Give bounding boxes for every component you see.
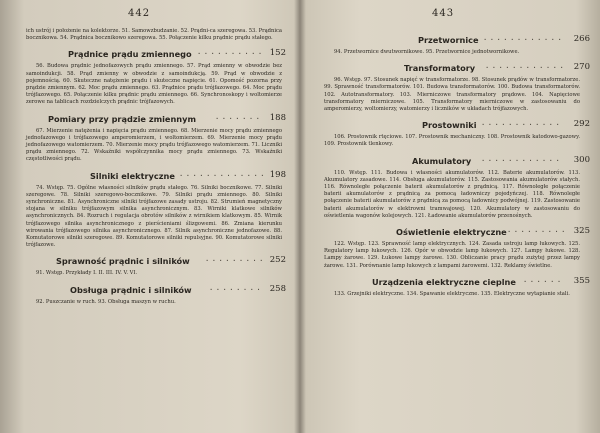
leader-dots: . . . . . . . . .: [508, 227, 566, 235]
section-text: 110. Wstęp. 111. Budowa i własności akumulatorów. 112. Baterie akumulatorów. 113. Akumulatory zasadowe. 114. Obsługa akumulatorów. 115. Zastosowania akumulatorów stałych. 116. Równoległe połączenie baterii akumulatorów z prądnicą. 117. Równoległe połączenie baterii akumulatorów z prądnicą za pomocą ładowniczy pojedyńczej. 118. Równoległe połączenie baterii akumulatorów z prądnicą za pomocą ładownicy podwójnej. 119. Zastosowanie baterii akumulatorów w elektrowni tramwajowej. 120. Akumulatory w zastosowaniu do oświetlenia wagonów kolejowych. 121. Ładowanie akumulatorów przenośnych.: [324, 169, 580, 219]
section-title: Prądnice prądu zmiennego: [68, 49, 192, 60]
section-text: 91. Wstęp. Przykłady I. II. III. IV. V. VI.: [36, 270, 138, 277]
leader-dots: . . . . . .: [524, 276, 562, 284]
section-text: 133. Grzejniki elektryczne. 134. Spawanie elektryczne. 135. Elektryczne wytapianie stali.: [334, 290, 570, 297]
section-page: 300: [573, 154, 590, 165]
section-page: 266: [573, 34, 590, 44]
section-heading-sprawnosc: [20, 255, 286, 267]
section-page: 188: [269, 112, 286, 123]
section-title: Obsługa prądnic i silników: [70, 284, 192, 295]
leader-dots: . . . . . . . . .: [206, 256, 264, 264]
section-title: Prostowniki: [422, 120, 477, 131]
section-heading-silniki: [20, 169, 286, 182]
section-title: Pomiary przy prądzie zmiennym: [48, 113, 197, 124]
section-title: Urządzenia elektryczne cieplne: [372, 276, 516, 287]
section-heading-prostowniki: [312, 119, 590, 131]
section-title: Transformatory: [404, 63, 476, 74]
page-number: 443: [432, 8, 455, 19]
section-heading-akumulatory: [312, 154, 590, 167]
section-text: 74. Wstęp. 75. Ogólne własności silników prądu stałego. 76. Silniki bocznikowe. 77. Silniki szeregowe. 78. Silniki szeregowo-bocznikowe. 79. Silniki prądu zmiennego. 80. Silniki synchroniczne. 81. Asynchroniczne silniki trójfazowe zasady ustroju. 82. Strumień magnetyczny stojana w silniku trójfazowym silnika asynchronicznym. 83. Wirniki klatkowe silników asynchronicznych. 84. Rozruch i regulacja obrotów silników z wirnikiem klatkowym. 85. Wirnik trójfazowego silnika asynchronicznego z pierścieniami ślizgowemi. 86. Zmiana kierunku wirowania trójfazowego silnika asynchronicznego. 87. Silnik asynchroniczne jednofazowe. 88. Komutatorowe silniki szeregowe. 89. Komutatorowe silniki repulsyjne. 90. Komutatorowe silniki trójfazowe.: [26, 184, 282, 249]
intro-paragraph: ich ustrój i położenie na kolektorze. 51. Samowzbudzanie. 52. Prądni-ca szeregowa. 53. Prądnica bocznikowa. 54. Prądnica bocznikowo szeregowa. 55. Połączenie kilku prądnic prądu stałego.: [26, 28, 282, 42]
section-title: Oświetlenie elektryczne: [396, 227, 507, 238]
section-text: 94. Przetwornice dwutwornikowe. 95. Przetwornice jednotwornikowe.: [334, 49, 520, 55]
section-heading-obsluga: [20, 283, 286, 296]
section-text: 92. Puszczanie w ruch. 93. Obsługa maszyn w ruchu.: [36, 298, 176, 305]
section-heading-oswietlenie: [312, 226, 590, 238]
section-title: Silniki elektryczne: [90, 170, 175, 181]
leader-dots: . . . . . . . . . .: [198, 49, 263, 57]
section-page: 152: [269, 48, 286, 59]
leader-dots: . . . . . . . . . . . .: [486, 63, 564, 71]
section-page: 252: [269, 255, 286, 266]
leader-dots: . . . . . . . . . . . .: [482, 155, 560, 163]
section-heading-pomiary: [20, 112, 286, 125]
page-body: [20, 28, 286, 306]
section-text: 67. Mierzenie natężenia i napięcia prądu zmiennego. 68. Mierzenie mocy prądu zmiennego jednofazowego i trójfazowego amperomierzem, i woltomierzem. 69. Mierzenie mocy prądu jednofazowego watomierzem. 70. Mierzenie mocy prądu trójfazowego watomierzem. 71. Liczniki prądu zmiennego. 72. Wskaźniki współczynnika mocy prądu zmiennego. 73. Wskaźniki częstotliwości prądu.: [26, 127, 282, 163]
leader-dots: . . . . . . . . . . . .: [482, 120, 560, 128]
section-page: 355: [573, 275, 590, 286]
leader-dots: . . . . . . . .: [210, 284, 261, 292]
right-page: [312, 0, 590, 433]
section-heading-przetwornice: [312, 34, 590, 46]
section-heading-transformatory: [312, 62, 590, 74]
page-number: 442: [128, 8, 151, 19]
section-title: Przetwornice: [418, 35, 479, 45]
section-page: 258: [269, 283, 286, 294]
section-page: 198: [269, 169, 286, 180]
leader-dots: . . . . . . . . . . . .: [484, 35, 562, 42]
section-title: Sprawność prądnic i silników: [56, 256, 190, 267]
section-page: 292: [573, 119, 590, 130]
section-text: 56. Budowa prądnic jednofazowych prądu zmiennego. 57. Prąd zmienny w obwodzie bez samoindukcji. 58. Prąd zmienny w obwodzie z samoindukcją. 59. Prąd w obwodzie z pojemnością. 60. Skuteczne natężenie prądu i skuteczne napięcie. 61. Opomość pozorna przy prądzie zmiennym. 62. Moc prądu zmiennego. 63. Prądnice prądu trójfazowego. 64. Moc prądu trójfazowego. 65. Połączenie kilku prądnic prądu zmiennego. 66. Synchronoskopy i woltomierze zerowe na tablicach rozdzielczych prądnic trójfazowych.: [26, 63, 282, 106]
section-text: 106. Prostownik rtęciowe. 107. Prostownik mechaniczny. 108. Prostownik katodowo-gazowy. 109. Prostownik tlenkowy.: [324, 134, 580, 148]
section-page: 325: [573, 226, 590, 237]
page-body: [312, 28, 590, 298]
leader-dots: . . . . . . .: [216, 113, 261, 121]
section-heading-urzadzenia: [312, 275, 590, 288]
section-title: Akumulatory: [412, 155, 472, 166]
section-heading-pradnice-zmiennego: [20, 48, 286, 60]
section-page: 270: [573, 62, 590, 73]
left-page: [20, 0, 286, 433]
leader-dots: . . . . . . . . . . . . .: [180, 170, 265, 178]
section-text: 122. Wstęp. 123. Sprawność lamp elektrycznych. 124. Zasada ustroju lamp łukowych. 125. Regulatory lamp łukowych. 126. Opór w obwodzie lamp łukowych. 127. Lampy łukowe. 128. Lampy żarowe. 129. Łukowe lampy żarowe. 130. Obliczanie pracy prądu zużytej przez lampy żarowe. 131. Porównanie lamp łukowych z lampami żarowemi. 132. Reklamy świetlne.: [324, 241, 580, 269]
section-text: 96. Wstęp. 97. Stosunek napięć w transformatorze. 98. Stosunek prądów w transformatorze. 99. Sprawność transformatorów. 101. Budowa transformatorów. 100. Budowa transformatorów. 102. Autotransformatory. 103. Mierniczowe transformatory prądowe. 104. Napięciowe transformatory mierniczowe. 105. Transformatory mierniczowe w zastosowaniu do amperomierzy, woltomierzy, watomierzy i liczników w układach trójfazowych.: [324, 77, 580, 113]
